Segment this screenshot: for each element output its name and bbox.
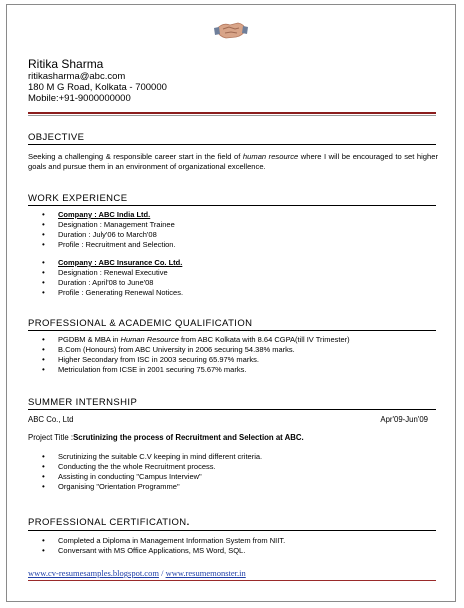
mobile-text: Mobile:+91-9000000000 [28, 93, 131, 104]
objective-title: OBJECTIVE [28, 132, 85, 143]
internship-item: • Conducting the the whole Recruitment process. [42, 462, 262, 472]
job-1-designation: • Designation : Management Trainee [42, 220, 176, 230]
project-title: Project Title :Scrutinizing the process of Recruitment and Selection at ABC. [28, 433, 304, 442]
candidate-name: Ritika Sharma [28, 57, 104, 71]
header-rule-red [28, 112, 436, 114]
qualification-title: PROFESSIONAL & ACADEMIC QUALIFICATION [28, 318, 253, 329]
job-1-company: • Company : ABC India Ltd. [42, 210, 176, 220]
qualification-item: • Metriculation from ICSE in 2001 securing 75.67% marks. [42, 365, 350, 375]
work-experience-title: WORK EXPERIENCE [28, 193, 128, 204]
email-text: ritikasharma@abc.com [28, 71, 126, 82]
internship-rule [28, 409, 436, 410]
header-rule-grey [28, 115, 436, 116]
job-1-profile: • Profile : Recruitment and Selection. [42, 240, 176, 250]
handshake-icon [214, 16, 248, 44]
footer-link-resumemonster[interactable]: www.resumemonster.in [165, 568, 246, 578]
certification-rule [28, 530, 436, 531]
internship-item: • Organising "Orientation Programme" [42, 482, 262, 492]
internship-company: ABC Co., Ltd [28, 415, 74, 424]
address-text: 180 M G Road, Kolkata - 700000 [28, 82, 167, 93]
qualification-item: • PGDBM & MBA in Human Resource from ABC Kolkata with 8.64 CGPA(till IV Trimester) [42, 335, 350, 345]
qualification-item: • Higher Secondary from ISC in 2003 securing 65.97% marks. [42, 355, 350, 365]
qualification-rule [28, 330, 436, 331]
certification-item: • Conversant with MS Office Applications, MS Word, SQL. [42, 546, 285, 556]
footer-links [28, 568, 246, 578]
work-experience-rule [28, 205, 436, 206]
internship-item: • Assisting in conducting "Campus Interview" [42, 472, 262, 482]
footer-link-cv-resumesamples[interactable]: www.cv-resumesamples.blogspot.com [28, 568, 159, 578]
job-2-company: • Company : ABC Insurance Co. Ltd. [42, 258, 183, 268]
certification-list [42, 536, 285, 556]
qualification-list [42, 335, 350, 375]
objective-rule [28, 144, 436, 145]
footer-separator: / [158, 568, 166, 578]
internship-item: • Scrutinizing the suitable C.V keeping in mind different criteria. [42, 452, 262, 462]
qualification-item: • B.Com (Honours) from ABC University in 2006 securing 54.38% marks. [42, 345, 350, 355]
footer-rule [28, 580, 436, 581]
job-1-duration: • Duration : July'06 to March'08 [42, 230, 176, 240]
objective-text: Seeking a challenging & responsible career start in the field of human resource where I will be encouraged to set higher goals and pursue them in an environment of organizational excellence. [28, 152, 438, 171]
certification-item: • Completed a Diploma in Management Information System from NIIT. [42, 536, 285, 546]
internship-list [42, 452, 262, 492]
job-2-duration: • Duration : April'08 to June'08 [42, 278, 183, 288]
job-1-list [42, 210, 176, 250]
internship-dates: Apr'09-Jun'09 [380, 415, 428, 424]
internship-title: SUMMER INTERNSHIP [28, 397, 138, 408]
job-2-profile: • Profile : Generating Renewal Notices. [42, 288, 183, 298]
job-2-designation: • Designation : Renewal Executive [42, 268, 183, 278]
job-2-list [42, 258, 183, 298]
certification-title: PROFESSIONAL CERTIFICATION. [28, 517, 190, 528]
